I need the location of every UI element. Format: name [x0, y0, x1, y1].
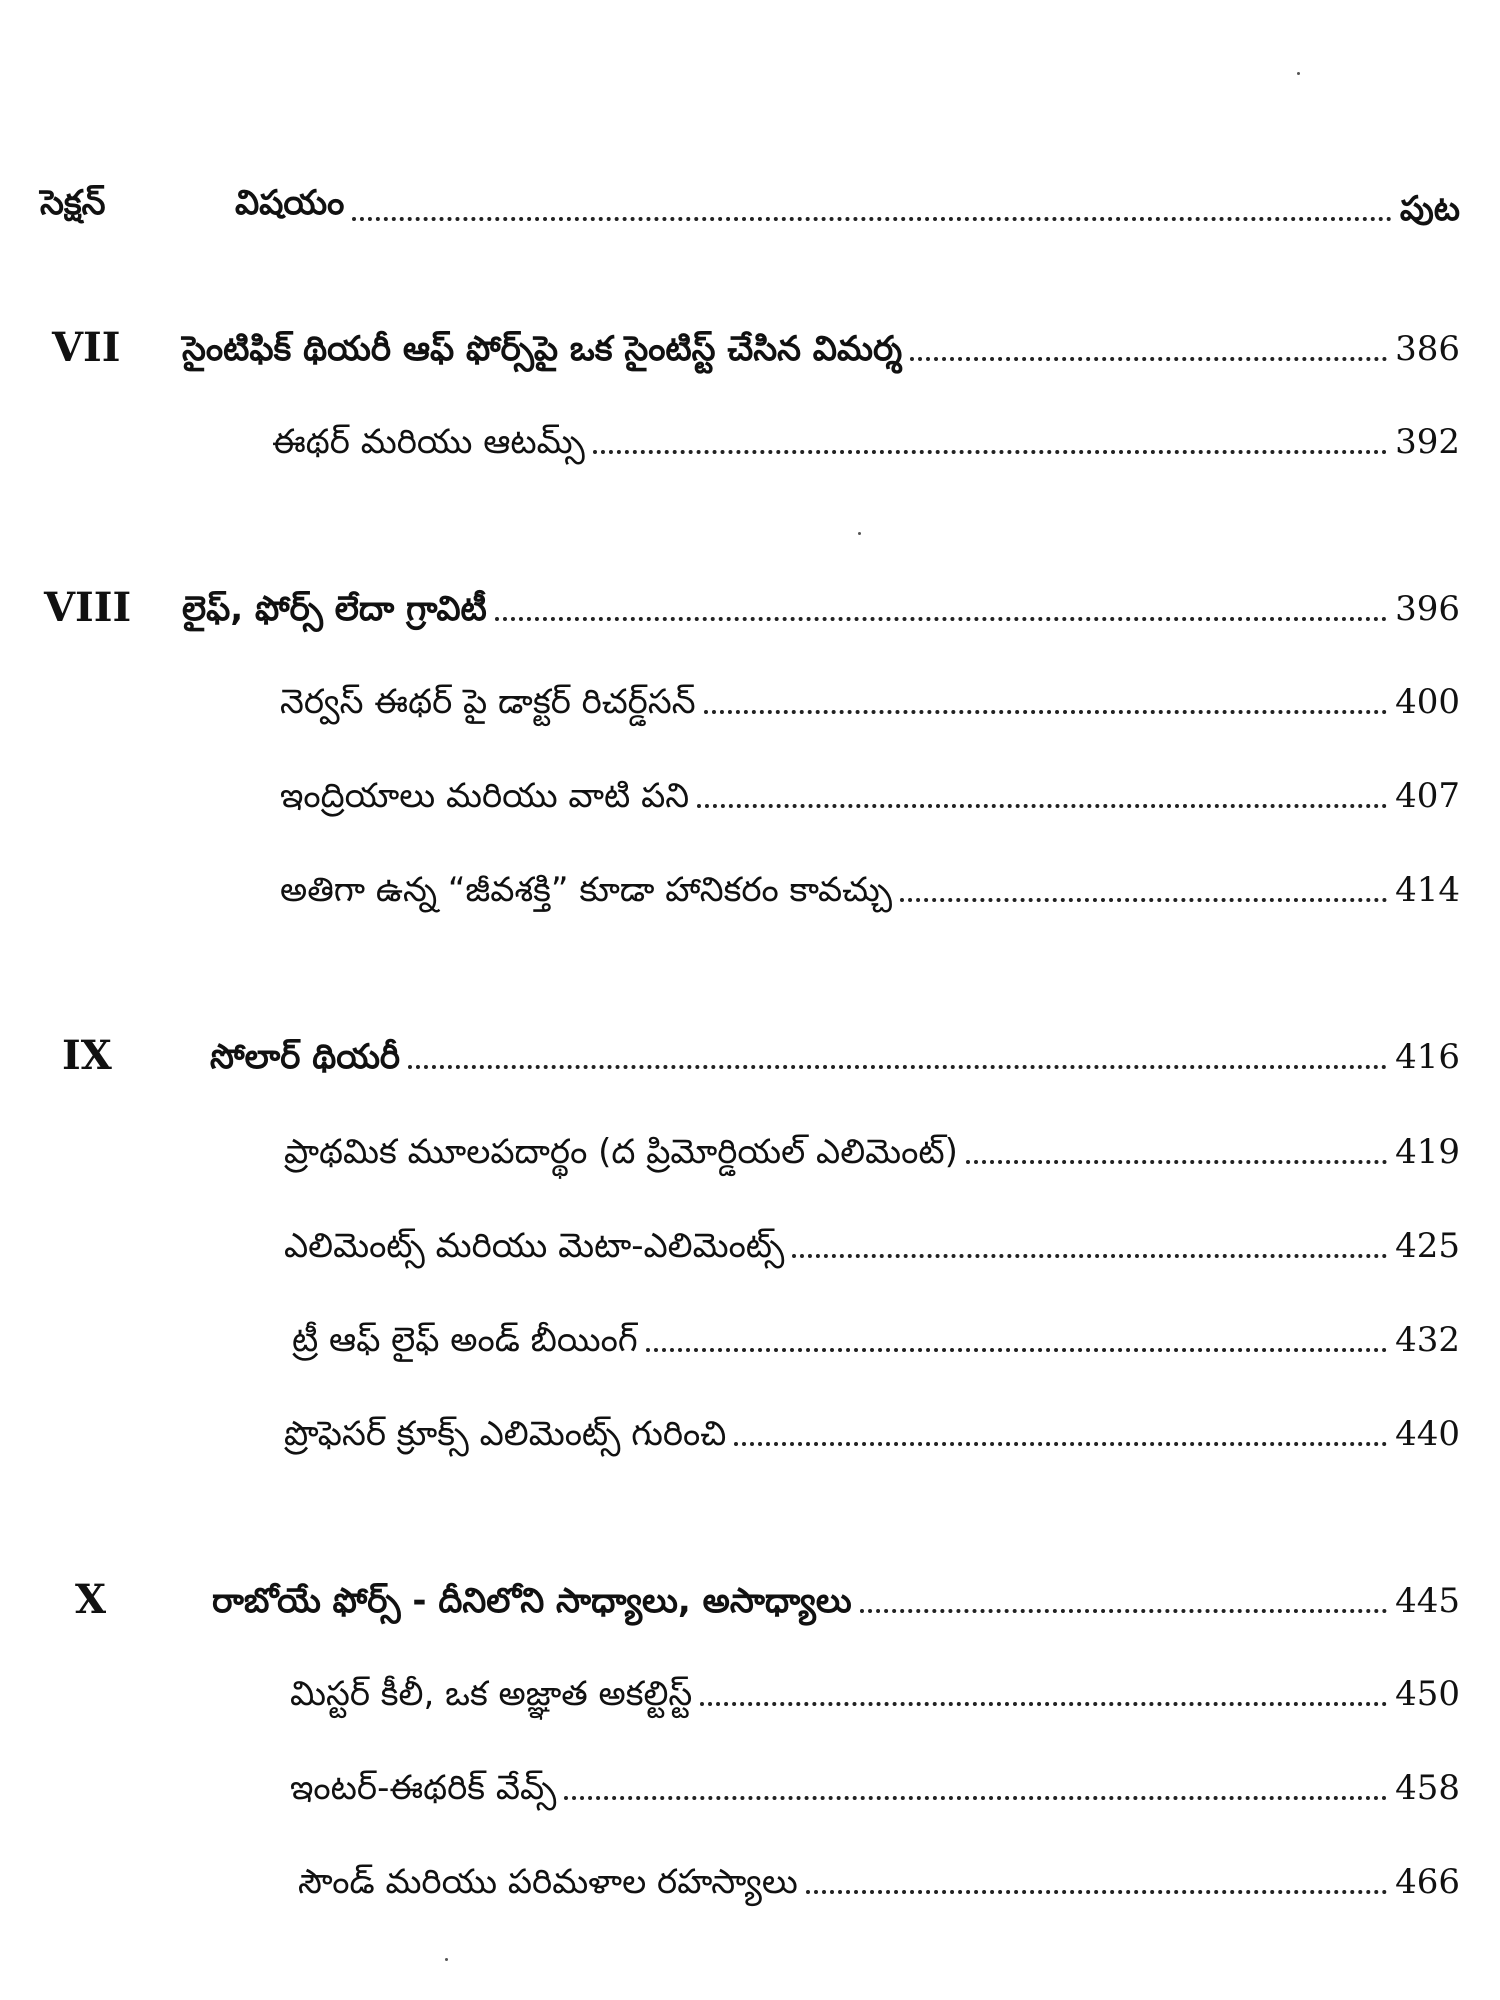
dot-leader	[704, 710, 1388, 714]
entry-title: ఎలిమెంట్స్ మరియు మెటా-ఎలిమెంట్స్	[284, 1226, 785, 1266]
section-title: రాబోయే ఫోర్స్ - దీనిలోని సాధ్యాలు, అసాధ్యాలు	[212, 1581, 852, 1621]
section-title: సైంటిఫిక్ థియరీ ఆఫ్ ఫోర్స్‌పై ఒక సైంటిస్ట్ చేసిన విమర్శ	[182, 329, 903, 369]
page-number: 400	[1395, 682, 1460, 722]
page-number: 386	[1395, 329, 1460, 369]
page-number: 445	[1395, 1581, 1460, 1621]
dot-leader	[593, 450, 1387, 454]
section-numeral-viii: VIII	[44, 584, 132, 631]
toc-entry-row	[280, 856, 1460, 912]
page-number: 432	[1395, 1320, 1460, 1360]
toc-entry-row	[298, 1848, 1460, 1904]
page-number: 425	[1395, 1226, 1460, 1266]
toc-header	[40, 175, 1460, 231]
section-column-label: సెక్షన్	[40, 183, 106, 223]
page-number: 416	[1395, 1037, 1460, 1077]
dot-leader	[408, 1065, 1387, 1069]
dot-leader	[860, 1609, 1387, 1613]
page-number: 419	[1395, 1132, 1460, 1172]
toc-entry-row	[292, 1306, 1460, 1362]
page-number: 392	[1395, 422, 1460, 462]
page-number: 407	[1395, 776, 1460, 816]
toc-entry-row	[280, 668, 1460, 724]
scan-speck	[1297, 72, 1300, 75]
entry-title: నెర్వస్ ఈథర్ పై డాక్టర్ రిచర్డ్‌సన్	[280, 682, 696, 722]
entry-title: ప్రొఫెసర్ క్రూక్స్ ఎలిమెంట్స్ గురించి	[284, 1414, 727, 1454]
entry-title: ఇంటర్-ఈథరిక్ వేవ్స్	[290, 1768, 557, 1808]
dot-leader	[910, 357, 1387, 361]
page-number: 414	[1395, 870, 1460, 910]
section-numeral-ix: IX	[62, 1032, 112, 1079]
page-number: 396	[1395, 589, 1460, 629]
dot-leader	[700, 1702, 1387, 1706]
toc-entry-row	[284, 1400, 1460, 1456]
dot-leader	[352, 217, 1391, 221]
scan-speck	[445, 1958, 448, 1961]
scan-speck	[858, 532, 861, 535]
section-numeral-vii: VII	[52, 324, 121, 371]
entry-title: ఈథర్ మరియు ఆటమ్స్	[272, 422, 585, 462]
dot-leader	[966, 1160, 1387, 1164]
entry-title: ఇంద్రియాలు మరియు వాటి పని	[280, 776, 690, 816]
dot-leader	[697, 804, 1387, 808]
section-title: లైఫ్, ఫోర్స్ లేదా గ్రావిటీ	[182, 589, 487, 629]
dot-leader	[806, 1890, 1387, 1894]
page-number: 458	[1395, 1768, 1460, 1808]
dot-leader	[564, 1796, 1387, 1800]
entry-title: మిస్టర్ కీలీ, ఒక అజ్ఞాత అకల్టిస్ట్	[290, 1674, 693, 1714]
dot-leader	[734, 1442, 1387, 1446]
page-column-label: పుట	[1399, 189, 1460, 229]
entry-title: ట్రీ ఆఫ్ లైఫ్ అండ్ బీయింగ్	[292, 1320, 638, 1360]
toc-entry-row	[284, 1118, 1460, 1174]
page-number: 466	[1395, 1862, 1460, 1902]
toc-section-row	[182, 575, 1460, 631]
page-number: 450	[1395, 1674, 1460, 1714]
page-number: 440	[1395, 1414, 1460, 1454]
dot-leader	[646, 1348, 1387, 1352]
toc-section-row	[212, 1567, 1460, 1623]
dot-leader	[792, 1254, 1387, 1258]
entry-title: అతిగా ఉన్న “జీవశక్తి” కూడా హానికరం కావచ్చు	[280, 870, 893, 910]
entry-title: ప్రాథమిక మూలపదార్థం (ద ప్రిమోర్డియల్ ఎలిమెంట్)	[284, 1132, 958, 1172]
toc-section-row	[182, 315, 1460, 371]
entry-title: సౌండ్ మరియు పరిమళాల రహస్యాలు	[298, 1862, 798, 1902]
section-numeral-x: X	[75, 1576, 107, 1623]
toc-entry-row	[290, 1754, 1460, 1810]
toc-entry-row	[272, 408, 1460, 464]
subject-column-label: విషయం	[235, 183, 345, 223]
toc-entry-row	[290, 1660, 1460, 1716]
section-title: సోలార్ థియరీ	[210, 1037, 401, 1077]
dot-leader	[900, 898, 1387, 902]
toc-section-row	[210, 1023, 1460, 1079]
toc-entry-row	[284, 1212, 1460, 1268]
toc-entry-row	[280, 762, 1460, 818]
dot-leader	[495, 617, 1387, 621]
